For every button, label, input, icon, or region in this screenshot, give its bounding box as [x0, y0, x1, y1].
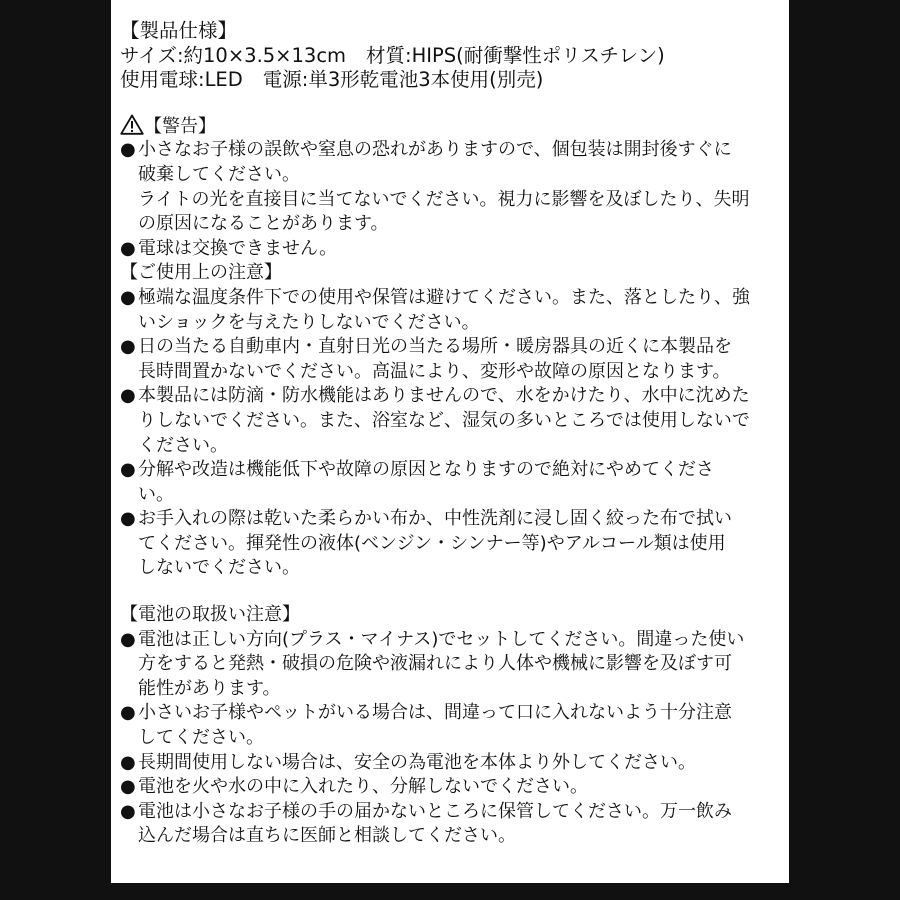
- bullet-dot: ●: [120, 628, 136, 650]
- bullet-dot: ●: [120, 776, 136, 798]
- item-text: りしないでください。また、浴室など、湿気の多いところでは使用しないで: [138, 409, 750, 431]
- item-text: てください。揮発性の液体(ベンジン・シンナー等)やアルコール類は使用: [138, 532, 726, 554]
- item-text: ください。: [138, 434, 228, 456]
- warning-triangle-icon: [120, 114, 144, 135]
- item-text: ライトの光を直接目に当てないでください。視力に影響を及ぼしたり、失明: [138, 188, 750, 210]
- item-text: してください。: [138, 727, 264, 749]
- specs-heading: 【製品仕様】: [120, 19, 238, 42]
- item-text: 電池は正しい方向(プラス・マイナス)でセットしてください。間違った使い: [138, 628, 745, 650]
- spec-material: 材質:HIPS(耐衝撃性ポリスチレン): [366, 43, 665, 67]
- warning-heading-row: [120, 114, 780, 139]
- warning-item: [120, 138, 780, 236]
- bullet-dot: ●: [120, 702, 136, 724]
- battery-heading: 【電池の取扱い注意】: [120, 604, 300, 626]
- item-text: 小さいお子様やペットがいる場合は、間違って口に入れないよう十分注意: [138, 702, 732, 724]
- usage-item: [120, 507, 780, 581]
- specs-line-size-material: [120, 43, 780, 68]
- item-text: 破棄してください。: [138, 163, 300, 185]
- bullet-dot: ●: [120, 139, 136, 161]
- warning-heading: 【警告】: [144, 115, 216, 137]
- battery-item: [120, 775, 780, 800]
- bullet-dot: ●: [120, 385, 136, 407]
- item-text: しないでください。: [138, 557, 300, 579]
- item-text: 能性があります。: [138, 677, 281, 699]
- item-text: 長期間使用しない場合は、安全の為電池を本体より外してください。: [138, 751, 696, 773]
- item-text: お手入れの際は乾いた柔らかい布か、中性洗剤に浸し固く絞った布で拭い: [138, 508, 732, 530]
- usage-item: [120, 335, 780, 384]
- item-text: いショックを与えたりしないでください。: [138, 311, 480, 333]
- item-text: 方をすると発熱・破損の危険や液漏れにより人体や機械に影響を及ぼす可: [138, 653, 732, 675]
- bullet-dot: ●: [120, 800, 136, 822]
- item-text: 分解や改造は機能低下や故障の原因となりますので絶対にやめてくださ: [138, 459, 714, 481]
- bullet-dot: ●: [120, 751, 136, 773]
- spec-size: サイズ:約10×3.5×13cm: [120, 43, 347, 67]
- item-text: い。: [138, 483, 174, 505]
- warning-item: [120, 237, 780, 262]
- item-text: 本製品には防滴・防水機能はありませんので、水をかけたり、水中に沈めた: [138, 385, 750, 407]
- usage-item: [120, 384, 780, 458]
- bullet-dot: ●: [120, 286, 136, 308]
- bullet-dot: ●: [120, 237, 136, 259]
- battery-item: [120, 751, 780, 776]
- battery-item: [120, 628, 780, 702]
- bullet-dot: ●: [120, 508, 136, 530]
- item-text: 日の当たる自動車内・直射日光の当たる場所・暖房器具の近くに本製品を: [138, 336, 732, 358]
- usage-item: [120, 286, 780, 335]
- bullet-dot: ●: [120, 336, 136, 358]
- instruction-document: [120, 18, 780, 849]
- item-text: 極端な温度条件下での使用や保管は避けてください。また、落としたり、強: [138, 286, 750, 308]
- item-text: 電池を火や水の中に入れたり、分解しないでください。: [138, 776, 588, 798]
- spec-bulb: 使用電球:LED: [120, 68, 243, 92]
- item-text: 電池は小さなお子様の手の届かないところに保管してください。万一飲み: [138, 800, 732, 822]
- item-text: 込んだ場合は直ちに医師と相談してください。: [138, 825, 516, 847]
- usage-item: [120, 458, 780, 507]
- item-text: の原因になることがあります。: [138, 213, 389, 235]
- battery-item: [120, 800, 780, 849]
- item-text: 長時間置かないでください。高温により、変形や故障の原因となります。: [138, 360, 731, 382]
- battery-item: [120, 701, 780, 750]
- bullet-dot: ●: [120, 459, 136, 481]
- spec-power: 電源:単3形乾電池3本使用(別売): [262, 68, 544, 92]
- item-text: 小さなお子様の誤飲や窒息の恐れがありますので、個包装は開封後すぐに: [138, 139, 732, 161]
- usage-heading: 【ご使用上の注意】: [120, 262, 282, 284]
- item-text: 電球は交換できません。: [138, 237, 338, 259]
- specs-line-bulb-power: [120, 67, 780, 92]
